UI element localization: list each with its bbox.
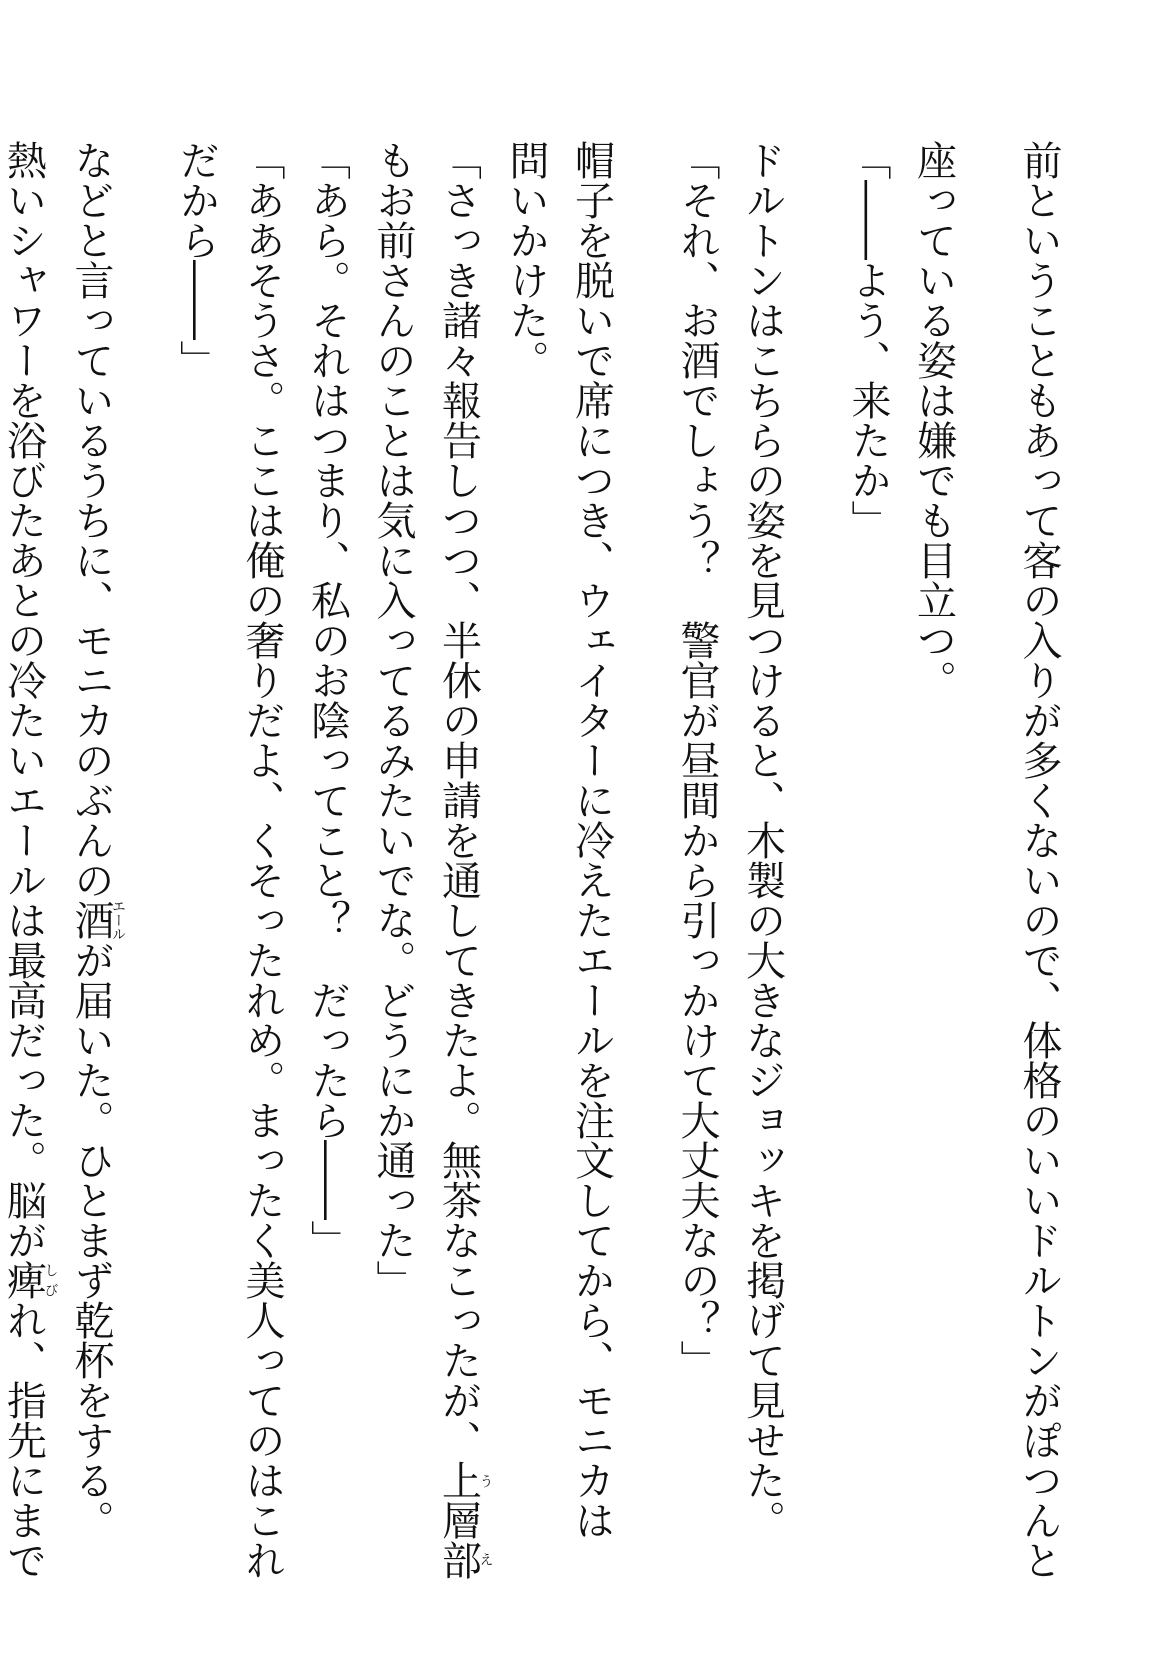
- text-line-13-after: が届いた。ひとまず乾杯をする。: [68, 940, 114, 1540]
- text-line-11: 「ああそうさ。ここは俺の奢りだよ、くそったれめ。まったく美人ってのはこれ: [239, 140, 285, 1580]
- text-line-2: 座っている姿は嫌でも目立つ。: [910, 140, 957, 700]
- text-line-13-main: などと言っているうちに、モニカのぶんの: [68, 140, 114, 900]
- text-line-5: 「それ、お酒でしょう？ 警官が昼間から引っかけて大丈夫なの？」: [674, 140, 720, 1380]
- ruby-ale: 酒エール: [68, 899, 126, 941]
- text-line-14-main: 熱いシャワーを浴びたあとの冷たいエールは最高だった。脳が: [0, 140, 47, 1260]
- text-line-13: [58, 140, 164, 1560]
- text-line-1: 前ということもあって客の入りが多くないので、体格のいいドルトンがぽつんと: [1016, 140, 1062, 1580]
- text-line-4: ドルトンはこちらの姿を見つけると、木製の大きなジョッキを掲げて見せた。: [739, 140, 786, 1540]
- text-line-8: [425, 140, 494, 1580]
- text-line-14: [0, 140, 59, 1580]
- text-line-8-main: 「さっき諸々報告しつつ、半休の申請を通してきたよ。無茶なこったが、: [435, 140, 482, 1460]
- vertical-text-block: [0, 140, 1071, 1580]
- ruby-joso: 上層部うえ: [435, 1460, 494, 1580]
- text-line-3: 「――よう、来たか」: [845, 140, 891, 540]
- text-line-9: もお前さんのことは気に入ってるみたいでな。どうにか通った」: [370, 140, 416, 1300]
- text-line-14-after: れ、指先にまで: [0, 1300, 47, 1580]
- text-line-10: 「あら。それはつまり、私のお陰ってこと？ だったら――」: [304, 140, 351, 1260]
- ruby-shibi: 痺しび: [0, 1260, 59, 1300]
- text-line-7: 問いかけた。: [503, 140, 549, 380]
- text-line-6: 帽子を脱いで席につき、ウェイターに冷えたエールを注文してから、モニカは: [568, 140, 615, 1540]
- text-line-12: だから――」: [173, 140, 220, 380]
